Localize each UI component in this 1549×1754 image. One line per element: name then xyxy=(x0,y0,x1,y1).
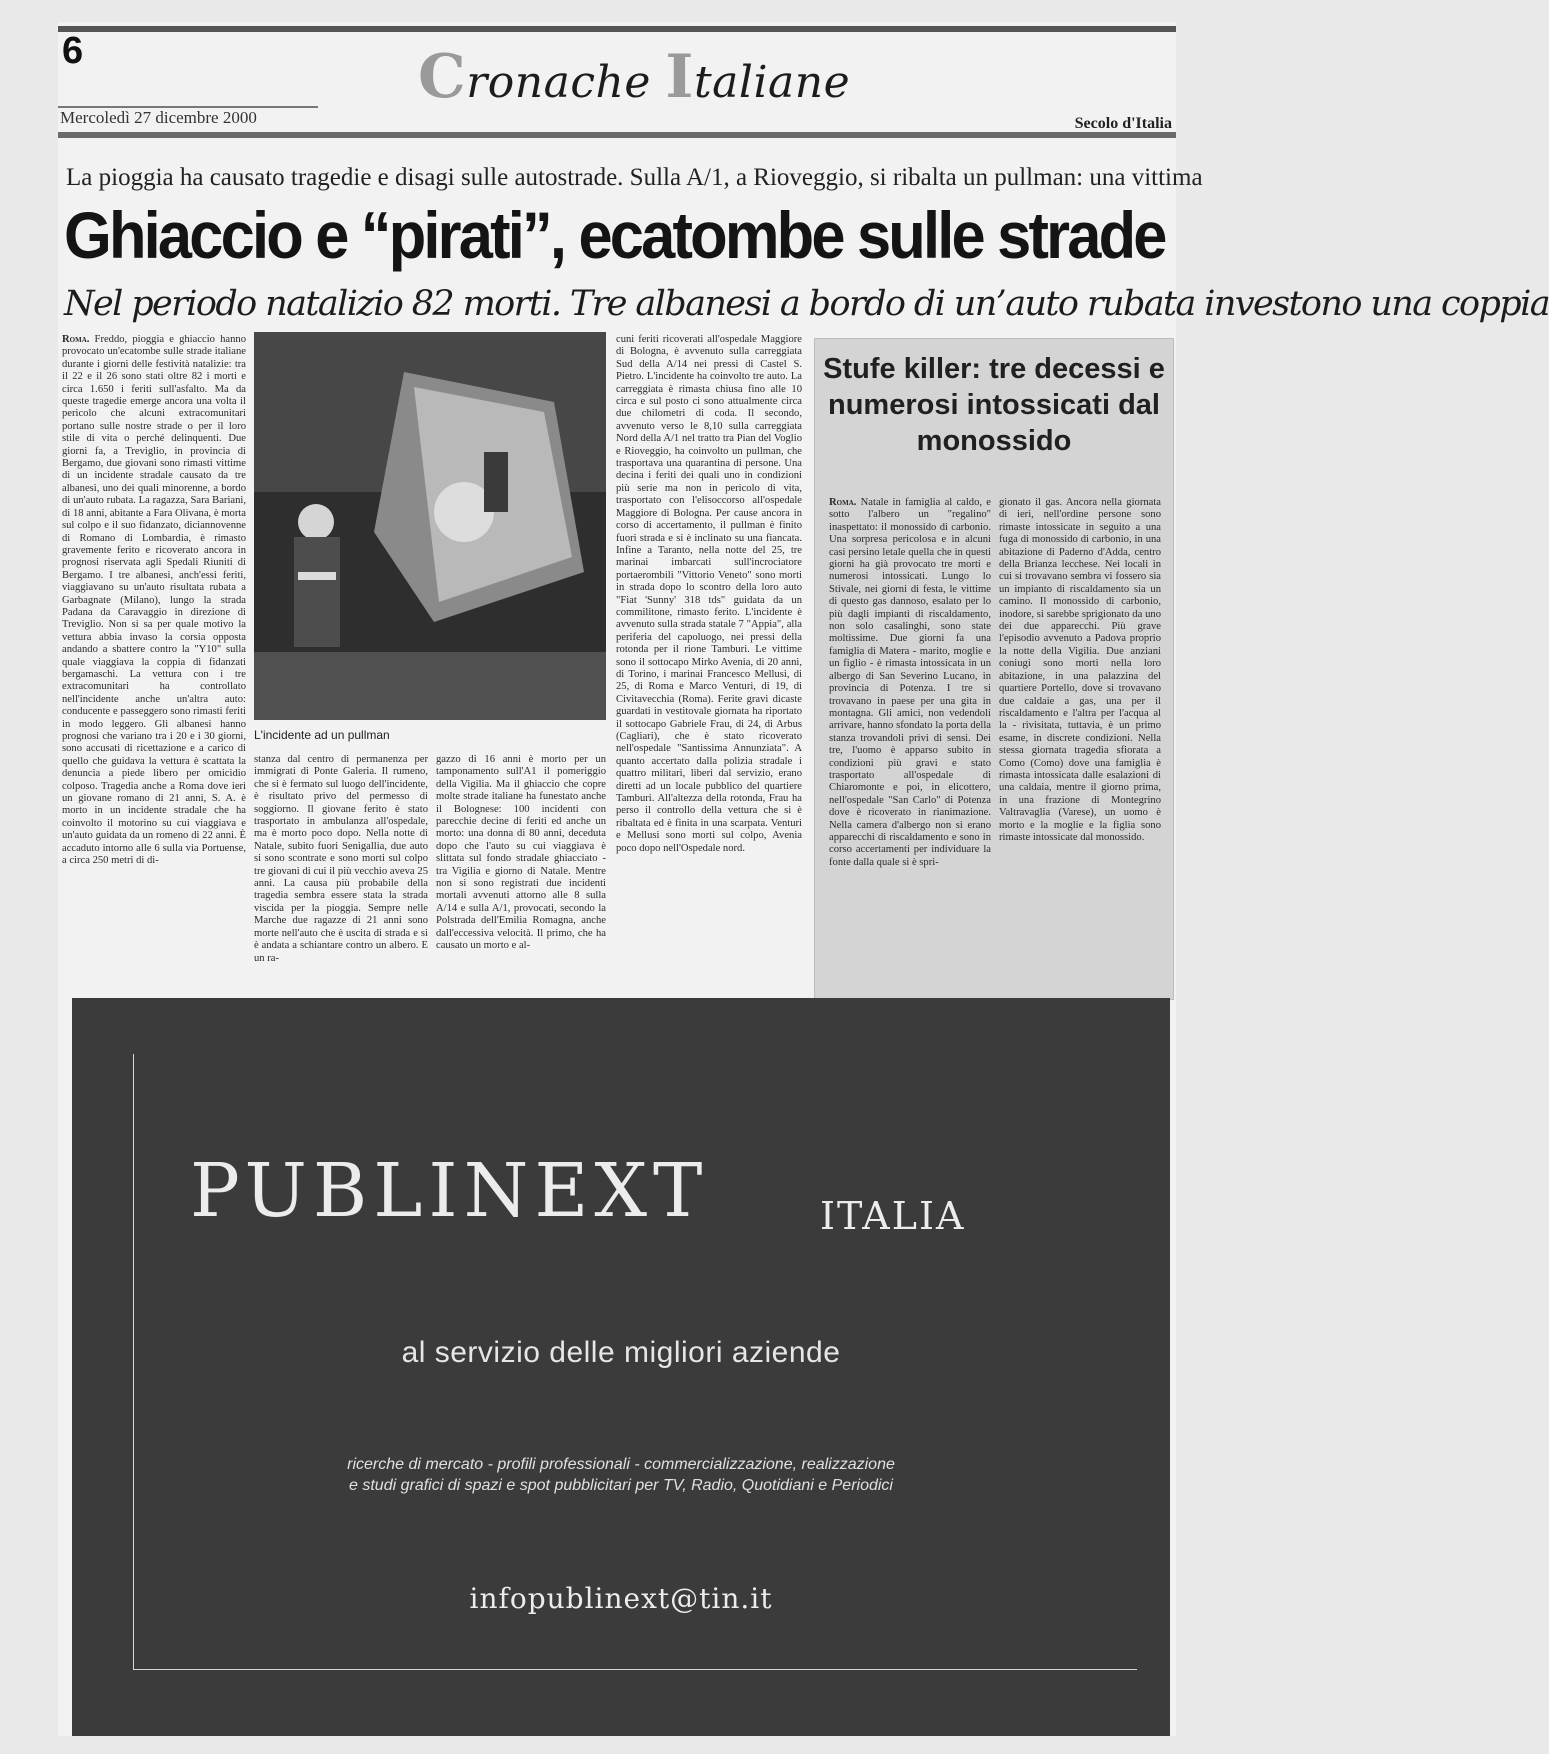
dateline: Roma. xyxy=(62,334,90,345)
sidebar-dateline: Roma. xyxy=(829,497,857,508)
section-word-1: ronache xyxy=(466,57,666,108)
photo-caption: L'incidente ad un pullman xyxy=(254,728,390,742)
article-column-1 xyxy=(62,334,246,986)
ad-brand-suffix: ITALIA xyxy=(820,1194,966,1238)
ad-frame-horizontal-line xyxy=(133,1669,1137,1670)
issue-date: Mercoledì 27 dicembre 2000 xyxy=(60,108,257,127)
masthead-rule xyxy=(58,132,1176,138)
ad-services xyxy=(72,1454,1170,1496)
ad-services-line-2: e studi grafici di spazi e spot pubblicitari per TV, Radio, Quotidiani e Periodici xyxy=(349,1477,893,1494)
sidebar-column-2: gionato il gas. Ancora nella giornata di ieri, nell'ordine persone sono rimaste intossicate in seguito a una fuga di monossido di carbonio, in una abitazione di Paderno d'Adda, centro della Brianza lecchese. Nei locali in cui si trovavano sembra vi fossero sia un impianto di riscaldamento sia un camino. Il monossido di carbonio, inodore, si sarebbe sprigionato da uno dei due apparecchi. Più grave l'episodio avvenuto a Padova proprio la notte della Vigilia. Due anziani coniugi sono morti nella loro abitazione, in una palazzina del quartiere Portello, dove si trovavano due caldaie a gas, una per il riscaldamento e l'altra per l'acqua al la - rivisitata, tuttavia, è un primo esame, in discrete condizioni. Nella stessa giornata tragedia sfiorata a Como (Como) dove una famiglia è rimasta intossicata dalle esalazioni di una caldaia, mentre il giorno prima, in una frazione di Montegrino Valtravaglia (Varese), un uomo è morto e la moglie e la figlia sono rimaste intossicate dal monossido. xyxy=(999,497,1161,843)
section-word-2: taliane xyxy=(693,57,851,108)
ad-brand: PUBLINEXT xyxy=(190,1148,709,1234)
accident-photo xyxy=(254,332,606,720)
ad-services-line-1: ricerche di mercato - profili professionali - commercializzazione, realizzazione xyxy=(347,1456,895,1473)
newspaper-page xyxy=(58,22,1549,1736)
sidebar-column-1 xyxy=(829,497,991,987)
article-column-2: stanza dal centro di permanenza per immigrati di Ponte Galeria. Il rumeno, che si è fermato sul luogo dell'incidente, è risultato privo del permesso di soggiorno. Il giovane ferito è stato trasportato in ambulanza all'ospedale, ma è morto poco dopo. Nella notte di Natale, subito fuori Senigallia, due auto si sono scontrate e sono morti sul colpo tre giovani di cui il più vecchio aveva 25 anni. La causa più probabile della tragedia sembra essere stata la strada viscida per la pioggia. Sempre nelle Marche due ragazze di 21 anni sono morte nell'auto che è uscita di strada e si è andata a schiantare contro un albero. E un ra- xyxy=(254,754,428,964)
ad-tagline: al servizio delle migliori aziende xyxy=(401,1336,841,1369)
article-kicker: La pioggia ha causato tragedie e disagi sulle autostrade. Sulla A/1, a Rioveggio, si ribalta un pullman: una vittima xyxy=(66,164,1203,191)
newspaper-name: Secolo d'Italia xyxy=(1074,115,1172,132)
article-deck: Nel periodo natalizio 82 morti. Tre albanesi a bordo di un’auto rubata investono una coppia xyxy=(64,284,1549,324)
photo-illustration xyxy=(254,332,606,720)
publinext-advertisement xyxy=(72,998,1170,1736)
sidebar-box xyxy=(814,338,1174,1000)
ad-email[interactable]: infopublinext@tin.it xyxy=(469,1582,773,1615)
section-initial-1: C xyxy=(418,42,467,112)
article-column-1-text: Freddo, pioggia e ghiaccio hanno provocato un'ecatombe sulle strade italiane durante i giorni delle festività natalizie: tra il 22 e il 26 sono stati oltre 82 i morti e circa 1.650 i feriti sull'asfalto. Ma da queste tragedie emerge ancora una volta il pericolo che alcuni extracomunitari portano sulle nostre strade o per il loro stile di vita o perché delinquenti. Due giorni fa, a Treviglio, in provincia di Bergamo, due giovani sono rimasti vittime di un incidente stradale causato da tre albanesi, uno dei quali minorenne, a bordo di un'auto rubata. La ragazza, Sara Bariani, di 18 anni, abitante a Fara Olivana, è morta sul colpo e il suo fidanzato, diciannovenne di Romano di Lombardia, è rimasto gravemente ferito e ricoverato ancora in prognosi riservata agli Spedali Riuniti di Bergamo. I tre albanesi, anch'essi feriti, viaggiavano su un'auto risultata rubata a Garbagnate (Milano), lungo la strada Padana da Caravaggio in direzione di Treviglio. Non si sa per quale motivo la vettura abbia invaso la corsia opposta andando a sbattere contro la "Y10" sulla quale viaggiava la coppia di fidanzati bergamaschi. La vettura con i tre extracomunitari ha controllato nell'incidente anche un'altra auto: conducente e passeggero sono rimasti feriti in modo leggero. Gli albanesi hanno prognosi che variano tra i 20 e i 30 giorni, sono accusati di ricettazione e a carico di quello che guidava la vettura è scattata la denuncia a piede libero per omicidio colposo. Tragedia anche a Roma dove ieri un giovane romano di 21 anni, S. A. è morto in un incidente stradale che ha coinvolto il motorino su cui viaggiava e un'auto guidata da un romeno di 22 anni. È accaduto intorno alle 6 sulla via Portuense, a circa 250 metri di di- xyxy=(62,334,246,867)
article-column-4: cuni feriti ricoverati all'ospedale Maggiore di Bologna, è avvenuto sulla carreggiata Sud della A/14 nei pressi di Castel S. Pietro. L'incidente ha coinvolto tre auto. La carreggiata è rimasta chiusa fino alle 10 circa e sul posto ci sono attualmente circa due chilometri di coda. Il secondo, avvenuto verso le 8,10 sulla carreggiata Nord della A/1 nel tratto tra Pian del Voglio e Rioveggio, ha coinvolto un pullman, che trasportava una quarantina di persone. Una decina i feriti dei quali uno in condizioni più serie ma non in pericolo di vita, trasportato con l'elisoccorso all'ospedale Maggiore di Bologna. Per cause ancora in corso di accertamento, il pullman è finito fuori strada e si è inclinato su una fiancata. Infine a Taranto, nella notte del 25, tre marinai imbarcati sull'incrociatore portaerombili "Vittorio Veneto" sono morti in strada dopo lo scontro della loro auto "Fiat 'Sunny' 318 tds" guidata da un commilitone, rimasto ferito. L'incidente è avvenuto sulla strada statale 7 "Appia", alla periferia del capoluogo, nei pressi della rotonda per il rione Tamburi. Le vittime sono il sottocapo Mirko Avenia, di 20 anni, di Torino, i marinai Francesco Mellusi, di 25, di Roma e Marco Venturi, di 19, di Civitavecchia (Roma). Ferite gravi dicaste guardati in vestitovale giornata ha riportato il sottocapo Gabriele Frau, di 24, di Arbus (Cagliari), che è stato ricoverato nell'ospedale "Santissima Annunziata". A quanto accertato dalla polizia stradale i quattro militari, liberi dal servizio, erano diretti ad un locale pubblico del quartiere Tamburi. All'altezza della rotonda, Frau ha perso il controllo della vettura che si è ribaltata ed è finita in una scarpata. Venturi e Mellusi sono morti sul colpo, Avenia poco dopo nell'Ospedale nord. xyxy=(616,334,802,854)
sidebar-title: Stufe killer: tre decessi e numerosi intossicati dal monossido xyxy=(823,353,1165,457)
section-title xyxy=(418,42,850,112)
article-column-3: gazzo di 16 anni è morto per un tamponamento sull'A1 il pomeriggio della Vigilia. Ma il ghiaccio che copre molte strade italiane ha funestato anche il Bolognese: 100 incidenti con parecchie decine di feriti ed anche un morto: una donna di 80 anni, deceduta dopo che l'auto su cui viaggiava è slittata sul fondo stradale ghiacciato - tra Vigilia e giorno di Natale. Mentre non si sono registrati due incidenti mortali avvenuti attorno alle 8 sulla A/14 e sulla A/1, provocati, secondo la Polstrada dell'Emilia Romagna, anche dall'eccessiva velocità. Il primo, che ha causato un morto e al- xyxy=(436,754,606,952)
section-initial-2: I xyxy=(665,42,694,112)
sidebar-column-1-text: Natale in famiglia al caldo, e sotto l'albero un "regalino" inaspettato: il monossido di carbonio. Una sorpresa pericolosa e in alcuni casi persino letale quella che in questi giorni ha già provocato tre morti e numerosi intossicati. Lungo lo Stivale, nei giorni di festa, le vittime di questo gas dannoso, esalato per lo più dagli impianti di riscaldamento, non solo casalinghi, sono state moltissime. Due giorni fa una famiglia di Matera - marito, moglie e un figlio - è rimasta intossicata in un albergo di San Severino Lucano, in provincia di Potenza. I tre si trovavano in paese per una gita in montagna. Gli amici, non vedendoli arrivare, hanno sfondato la porta della stanza trovandoli privi di sensi. Dei tre, l'uomo è apparso subito in condizioni più gravi e stato trasportato all'ospedale di Chiaromonte e poi, in elicottero, nell'ospedale "San Carlo" di Potenza dove è ricoverato in rianimazione. Nella camera d'albergo non si erano apparecchi di riscaldamento e sono in corso accertamenti per individuare la fonte dalla quale si è spri- xyxy=(829,497,991,868)
page-number: 6 xyxy=(62,30,84,72)
top-rule xyxy=(58,26,1176,32)
article-headline: Ghiaccio e “pirati”, ecatombe sulle strade xyxy=(64,198,1165,272)
